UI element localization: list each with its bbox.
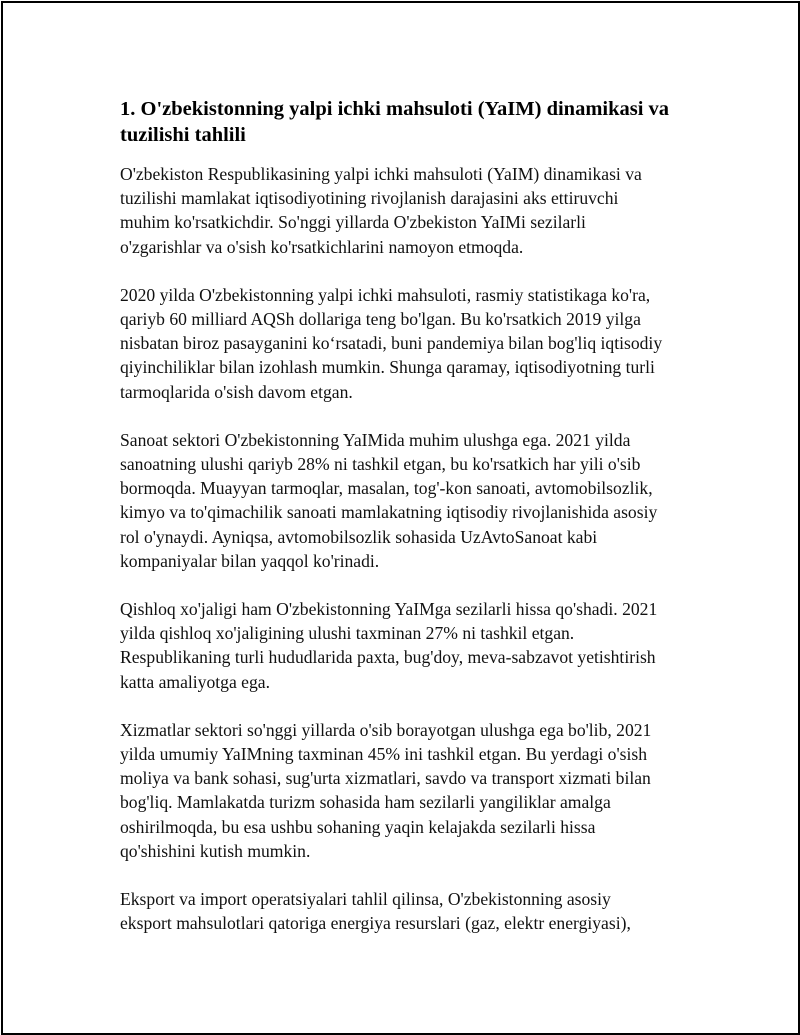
text-line: kompaniyalar bilan yaqqol ko'rinadi. (120, 550, 380, 571)
text-line: Respublikaning turli hududlarida paxta, bug'doy, meva-sabzavot yetishtirish (120, 647, 656, 668)
text-line: qariyb 60 milliard AQSh dollariga teng bo'lgan. Bu ko'rsatkich 2019 yilga (120, 309, 641, 330)
text-line: sanoatning ulushi qariyb 28% ni tashkil etgan, bu ko'rsatkich har yili o'sib (120, 454, 641, 475)
paragraph-intro (120, 162, 700, 259)
text-line: bog'liq. Mamlakatda turizm sohasida ham sezilarli yangiliklar amalga (120, 792, 611, 813)
text-line: oshirilmoqda, bu esa ushbu sohaning yaqin kelajakda sezilarli hissa (120, 816, 596, 837)
text-line: qiyinchiliklar bilan izohlash mumkin. Shunga qaramay, iqtisodiyotning turli (120, 357, 655, 378)
text-line: O'zbekiston Respublikasining yalpi ichki mahsuloti (YaIM) dinamikasi va (120, 164, 642, 184)
text-line: bormoqda. Muayyan tarmoqlar, masalan, tog'-kon sanoati, avtomobilsozlik, (120, 478, 653, 499)
paragraph-services (120, 718, 700, 863)
text-line: o'zgarishlar va o'sish ko'rsatkichlarini namoyon etmoqda. (120, 236, 524, 257)
text-line: 2020 yilda O'zbekistonning yalpi ichki mahsuloti, rasmiy statistikaga ko'ra, (120, 284, 651, 305)
text-line: Xizmatlar sektori so'nggi yillarda o'sib borayotgan ulushga ega bo'lib, 2021 (120, 719, 652, 740)
text-line: nisbatan biroz pasayganini ko‘rsatadi, buni pandemiya bilan bog'liq iqtisodiy (120, 333, 663, 354)
paragraph-industry (120, 428, 700, 573)
text-line: katta amaliyotga ega. (120, 671, 270, 692)
text-line: rol o'ynaydi. Ayniqsa, avtomobilsozlik sohasida UzAvtoSanoat kabi (120, 526, 598, 547)
paragraph-gdp-2020 (120, 283, 700, 404)
text-line: yilda umumiy YaIMning taxminan 45% ini tashkil etgan. Bu yerdagi o'sish (120, 744, 648, 765)
text-line: Eksport va import operatsiyalari tahlil qilinsa, O'zbekistonning asosiy (120, 889, 611, 910)
text-line: Sanoat sektori O'zbekistonning YaIMida muhim ulushga ega. 2021 yilda (120, 429, 631, 450)
document-page (1, 1, 800, 1035)
text-line: kimyo va to'qimachilik sanoati mamlakatning iqtisodiy rivojlanishida asosiy (120, 502, 658, 523)
section-heading (120, 96, 700, 148)
text-line: muhim ko'rsatkichdir. So'nggi yillarda O'zbekiston YaIMi sezilarli (120, 212, 586, 233)
text-line: tuzilishi mamlakat iqtisodiyotining rivojlanish darajasini aks ettiruvchi (120, 188, 619, 209)
document-content (120, 96, 700, 959)
text-line: qo'shishini kutish mumkin. (120, 840, 311, 861)
heading-line: 1. O'zbekistonning yalpi ichki mahsuloti (YaIM) dinamikasi va (120, 98, 670, 120)
text-line: tarmoqlarida o'sish davom etgan. (120, 381, 353, 402)
heading-line: tuzilishi tahlili (120, 124, 246, 146)
text-line: yilda qishloq xo'jaligining ulushi taxminan 27% ni tashkil etgan. (120, 623, 575, 644)
text-line: eksport mahsulotlari qatoriga energiya resurslari (gaz, elektr energiyasi), (120, 913, 631, 934)
text-line: Qishloq xo'jaligi ham O'zbekistonning YaIMga sezilarli hissa qo'shadi. 2021 (120, 599, 658, 620)
paragraph-export-import (120, 887, 700, 935)
paragraph-agriculture (120, 597, 700, 694)
text-line: moliya va bank sohasi, sug'urta xizmatlari, savdo va transport xizmati bilan (120, 768, 651, 789)
